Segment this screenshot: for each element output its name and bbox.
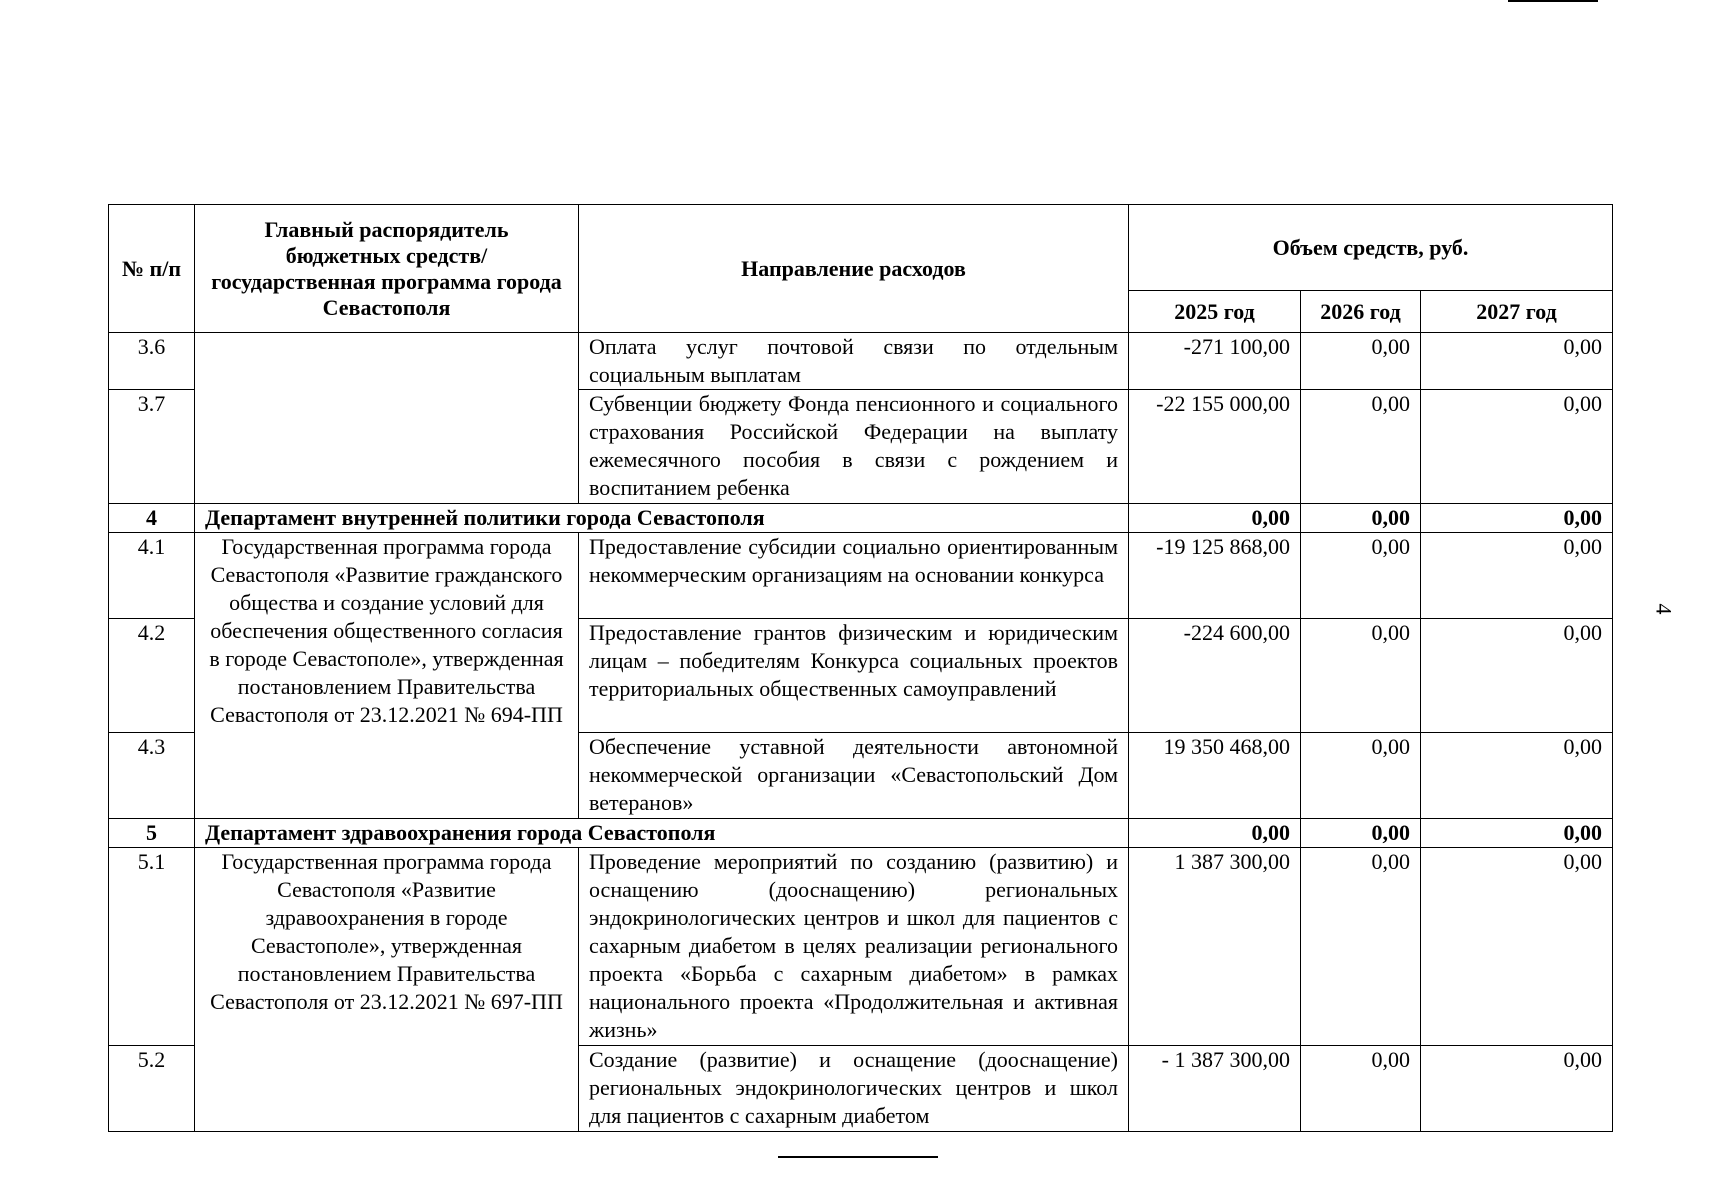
header-2025: 2025 год bbox=[1129, 291, 1301, 333]
amount-2025: 0,00 bbox=[1129, 819, 1301, 848]
header-number: № п/п bbox=[109, 205, 195, 333]
department-row bbox=[109, 819, 1613, 848]
row-number: 5 bbox=[109, 819, 195, 848]
amount-2025: 0,00 bbox=[1129, 504, 1301, 533]
table-row bbox=[109, 848, 1613, 1046]
department-name: Департамент внутренней политики города Севастополя bbox=[195, 504, 1129, 533]
row-number: 3.7 bbox=[109, 390, 195, 504]
page-number: 4 bbox=[1651, 603, 1677, 615]
department-name: Департамент здравоохранения города Севастополя bbox=[195, 819, 1129, 848]
header-direction: Направление расходов bbox=[579, 205, 1129, 333]
amount-2027: 0,00 bbox=[1421, 848, 1613, 1046]
row-number: 4 bbox=[109, 504, 195, 533]
program-name: Государственная программа города Севастополя «Развитие здравоохранения в городе Севастополе», утвержденная постановлением Правительства Севастополя от 23.12.2021 № 697-ПП bbox=[195, 848, 579, 1132]
amount-2026: 0,00 bbox=[1301, 733, 1421, 819]
amount-2026: 0,00 bbox=[1301, 390, 1421, 504]
amount-2027: 0,00 bbox=[1421, 733, 1613, 819]
amount-2025: 19 350 468,00 bbox=[1129, 733, 1301, 819]
amount-2026: 0,00 bbox=[1301, 333, 1421, 390]
table-row bbox=[109, 333, 1613, 390]
row-number: 5.2 bbox=[109, 1046, 195, 1132]
program-name: Государственная программа города Севастополя «Развитие гражданского общества и создание условий для обеспечения общественного согласия в городе Севастополе», утвержденная постановлением Правительства Севастополя от 23.12.2021 № 694-ПП bbox=[195, 533, 579, 819]
department-row bbox=[109, 504, 1613, 533]
expense-direction: Оплата услуг почтовой связи по отдельным социальным выплатам bbox=[579, 333, 1129, 390]
amount-2026: 0,00 bbox=[1301, 504, 1421, 533]
amount-2027: 0,00 bbox=[1421, 333, 1613, 390]
empty-program-cell bbox=[195, 333, 579, 504]
amount-2027: 0,00 bbox=[1421, 819, 1613, 848]
amount-2026: 0,00 bbox=[1301, 819, 1421, 848]
header-volume: Объем средств, руб. bbox=[1129, 205, 1613, 291]
amount-2025: -271 100,00 bbox=[1129, 333, 1301, 390]
header-2026: 2026 год bbox=[1301, 291, 1421, 333]
expense-direction: Обеспечение уставной деятельности автономной некоммерческой организации «Севастопольский Дом ветеранов» bbox=[579, 733, 1129, 819]
amount-2026: 0,00 bbox=[1301, 848, 1421, 1046]
amount-2025: -19 125 868,00 bbox=[1129, 533, 1301, 619]
amount-2026: 0,00 bbox=[1301, 619, 1421, 733]
amount-2026: 0,00 bbox=[1301, 533, 1421, 619]
row-number: 4.3 bbox=[109, 733, 195, 819]
row-number: 4.1 bbox=[109, 533, 195, 619]
expense-direction: Предоставление грантов физическим и юридическим лицам – победителям Конкурса социальных проектов территориальных общественных самоуправлений bbox=[579, 619, 1129, 733]
amount-2027: 0,00 bbox=[1421, 1046, 1613, 1132]
amount-2027: 0,00 bbox=[1421, 504, 1613, 533]
bottom-rule bbox=[778, 1156, 938, 1158]
expense-direction: Проведение мероприятий по созданию (развитию) и оснащению (дооснащению) региональных эндокринологических центров и школ для пациентов с сахарным диабетом в целях реализации регионального проекта «Борьба с сахарным диабетом» в рамках национального проекта «Продолжительная и активная жизнь» bbox=[579, 848, 1129, 1046]
amount-2027: 0,00 bbox=[1421, 533, 1613, 619]
amount-2026: 0,00 bbox=[1301, 1046, 1421, 1132]
row-number: 5.1 bbox=[109, 848, 195, 1046]
expense-direction: Предоставление субсидии социально ориентированным некоммерческим организациям на основании конкурса bbox=[579, 533, 1129, 619]
budget-table bbox=[108, 204, 1613, 1132]
amount-2027: 0,00 bbox=[1421, 619, 1613, 733]
top-edge-mark bbox=[1508, 0, 1598, 5]
amount-2025: -22 155 000,00 bbox=[1129, 390, 1301, 504]
amount-2025: 1 387 300,00 bbox=[1129, 848, 1301, 1046]
table-row bbox=[109, 533, 1613, 619]
amount-2027: 0,00 bbox=[1421, 390, 1613, 504]
amount-2025: - 1 387 300,00 bbox=[1129, 1046, 1301, 1132]
expense-direction: Создание (развитие) и оснащение (дооснащение) региональных эндокринологических центров и школ для пациентов с сахарным диабетом bbox=[579, 1046, 1129, 1132]
expense-direction: Субвенции бюджету Фонда пенсионного и социального страхования Российской Федерации на выплату ежемесячного пособия в связи с рождением и воспитанием ребенка bbox=[579, 390, 1129, 504]
row-number: 4.2 bbox=[109, 619, 195, 733]
amount-2025: -224 600,00 bbox=[1129, 619, 1301, 733]
header-2027: 2027 год bbox=[1421, 291, 1613, 333]
header-administrator: Главный распорядитель бюджетных средств/государственная программа города Севастополя bbox=[195, 205, 579, 333]
row-number: 3.6 bbox=[109, 333, 195, 390]
